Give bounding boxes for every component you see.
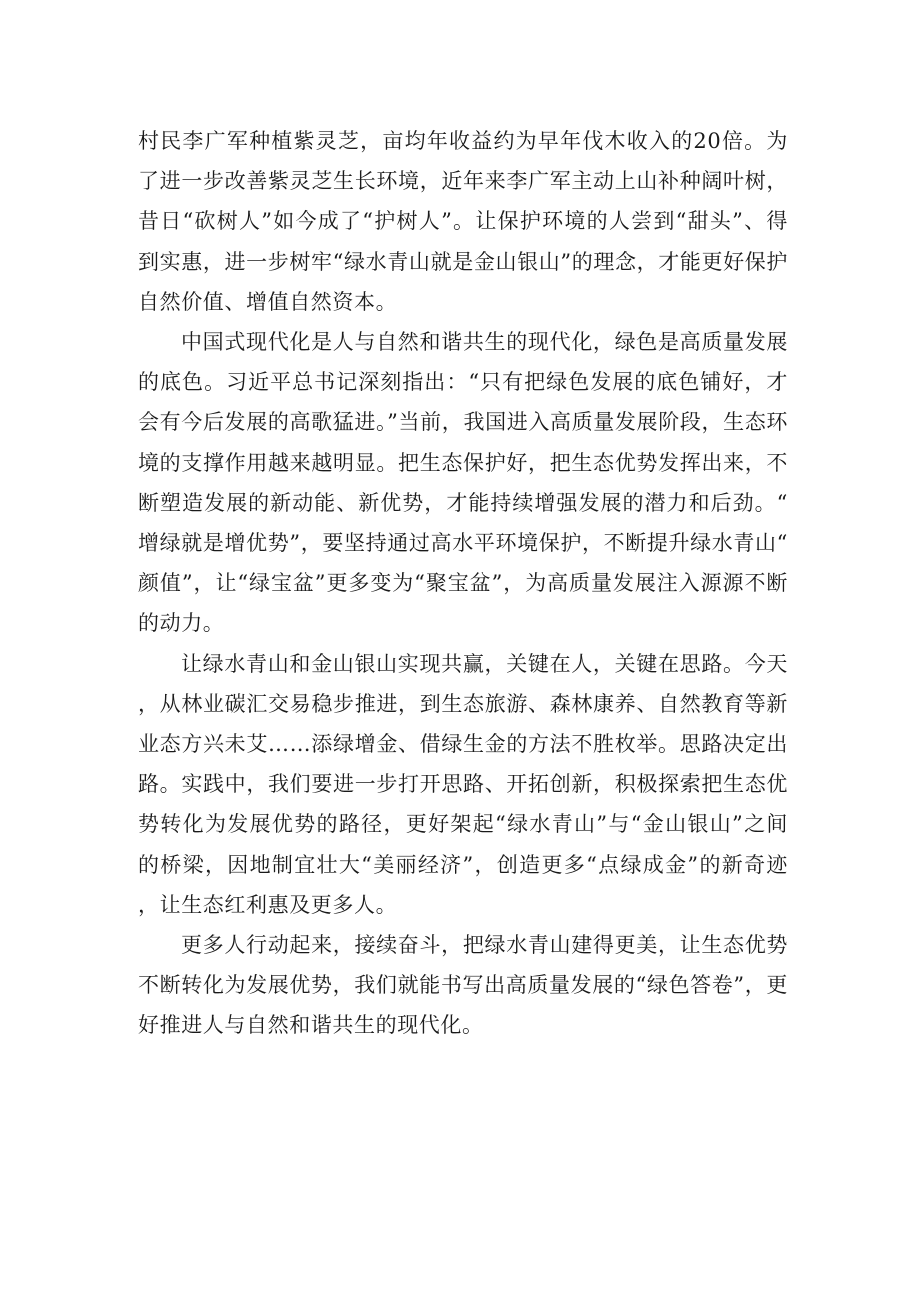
article-body — [138, 121, 788, 1046]
paragraph-green-modernization: 中国式现代化是人与自然和谐共生的现代化，绿色是高质量发展的底色。习近平总书记深刻指出：“只有把绿色发展的底色铺好，才会有今后发展的高歌猛进。”当前，我国进入高质量发展阶段，生态环境的支撑作用越来越明显。把生态保护好，把生态优势发挥出来，不断塑造发展的新动能、新优势，才能持续增强发展的潜力和后劲。“增绿就是增优势”，要坚持通过高水平环境保护，不断提升绿水青山“颜值”，让“绿宝盆”更多变为“聚宝盆”，为高质量发展注入源源不断的动力。 — [138, 330, 788, 636]
paragraph-win-win-thinking: 让绿水青山和金山银山实现共赢，关键在人，关键在思路。今天，从林业碳汇交易稳步推进，到生态旅游、森林康养、自然教育等新业态方兴未艾……添绿增金、借绿生金的方法不胜枚举。思路决定出路。实践中，我们要进一步打开思路、开拓创新，积极探索把生态优势转化为发展优势的路径，更好架起“绿水青山”与“金山银山”之间的桥梁，因地制宜壮大“美丽经济”，创造更多“点绿成金”的新奇迹，让生态红利惠及更多人。 — [138, 651, 788, 917]
paragraph-conclusion: 更多人行动起来，接续奋斗，把绿水青山建得更美，让生态优势不断转化为发展优势，我们就能书写出高质量发展的“绿色答卷”，更好推进人与自然和谐共生的现代化。 — [138, 933, 788, 1038]
paragraph-continued: 村民李广军种植紫灵芝，亩均年收益约为早年伐木收入的20倍。为了进一步改善紫灵芝生长环境，近年来李广军主动上山补种阔叶树，昔日“砍树人”如今成了“护树人”。让保护环境的人尝到“甜头”、得到实惠，进一步树牢“绿水青山就是金山银山”的理念，才能更好保护自然价值、增值自然资本。 — [138, 129, 788, 314]
